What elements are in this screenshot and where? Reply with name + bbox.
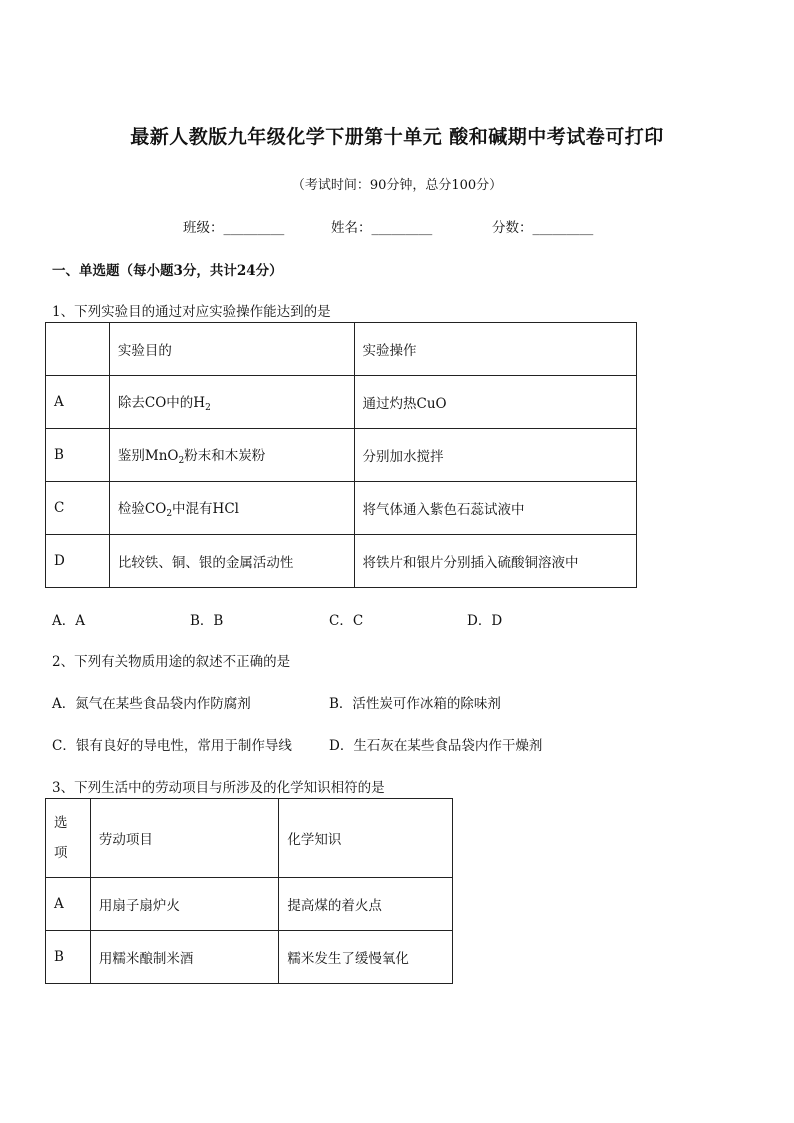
score-field: 分数：_________ <box>492 220 594 236</box>
table-row <box>46 482 637 535</box>
table-header-row <box>46 323 637 376</box>
row-goal: 检验$CO_2$中混有HCl <box>109 482 354 535</box>
name-field: 姓名：_________ <box>331 220 433 236</box>
row-operation: 通过灼热CuO <box>354 376 637 429</box>
table-header-row <box>46 799 453 878</box>
q2-option-c: C．银有良好的导电性，常用于制作导线 <box>52 738 292 754</box>
q1-option-b: B．B <box>190 613 224 629</box>
page-title: 最新人教版九年级化学下册第十单元 酸和碱期中考试卷可打印 <box>130 126 664 148</box>
table-row <box>46 429 637 482</box>
q1-option-a: A．A <box>52 613 85 629</box>
table-row <box>46 376 637 429</box>
exam-subtitle: （考试时间：90分钟，总分100分） <box>291 178 503 193</box>
question-3-table <box>45 798 453 984</box>
row-operation: 将铁片和银片分别插入硫酸铜溶液中 <box>354 535 637 588</box>
row-operation: 分别加水搅拌 <box>354 429 637 482</box>
question-1-table <box>45 322 637 588</box>
table-header-cell: 实验目的 <box>109 323 354 376</box>
table-row <box>46 878 453 931</box>
row-knowledge: 糯米发生了缓慢氧化 <box>279 931 453 984</box>
table-row <box>46 535 637 588</box>
q2-option-a: A．氮气在某些食品袋内作防腐剂 <box>52 696 251 712</box>
table-header-cell <box>46 799 91 878</box>
row-label: C <box>46 482 110 535</box>
header-line: 选 <box>54 815 68 831</box>
table-header-cell <box>46 323 110 376</box>
question-3-stem: 3、下列生活中的劳动项目与所涉及的化学知识相符的是 <box>52 780 385 796</box>
q1-option-c: C．C <box>329 613 364 629</box>
row-goal: 比较铁、铜、银的金属活动性 <box>109 535 354 588</box>
row-knowledge: 提高煤的着火点 <box>279 878 453 931</box>
row-goal: 除去CO中的$H_2$ <box>109 376 354 429</box>
table-header-cell: 化学知识 <box>279 799 453 878</box>
table-header-cell: 实验操作 <box>354 323 637 376</box>
row-operation: 将气体通入紫色石蕊试液中 <box>354 482 637 535</box>
row-label: B <box>46 429 110 482</box>
question-2-stem: 2、下列有关物质用途的叙述不正确的是 <box>52 654 291 670</box>
class-field: 班级：_________ <box>183 220 285 236</box>
row-goal: 鉴别MnO$_2$粉末和木炭粉 <box>109 429 354 482</box>
table-header-cell: 劳动项目 <box>90 799 279 878</box>
header-line: 项 <box>54 845 68 861</box>
row-task: 用糯米酿制米酒 <box>90 931 279 984</box>
q2-option-b: B．活性炭可作冰箱的除味剂 <box>329 696 501 712</box>
question-1-stem: 1、下列实验目的通过对应实验操作能达到的是 <box>52 304 331 320</box>
row-label: B <box>46 931 91 984</box>
section-heading: 一、单选题（每小题3分，共计24分） <box>52 263 283 279</box>
q1-option-d: D．D <box>467 613 503 629</box>
row-label: A <box>46 376 110 429</box>
row-task: 用扇子扇炉火 <box>90 878 279 931</box>
q2-option-d: D．生石灰在某些食品袋内作干燥剂 <box>329 738 543 754</box>
row-label: D <box>46 535 110 588</box>
table-row <box>46 931 453 984</box>
row-label: A <box>46 878 91 931</box>
